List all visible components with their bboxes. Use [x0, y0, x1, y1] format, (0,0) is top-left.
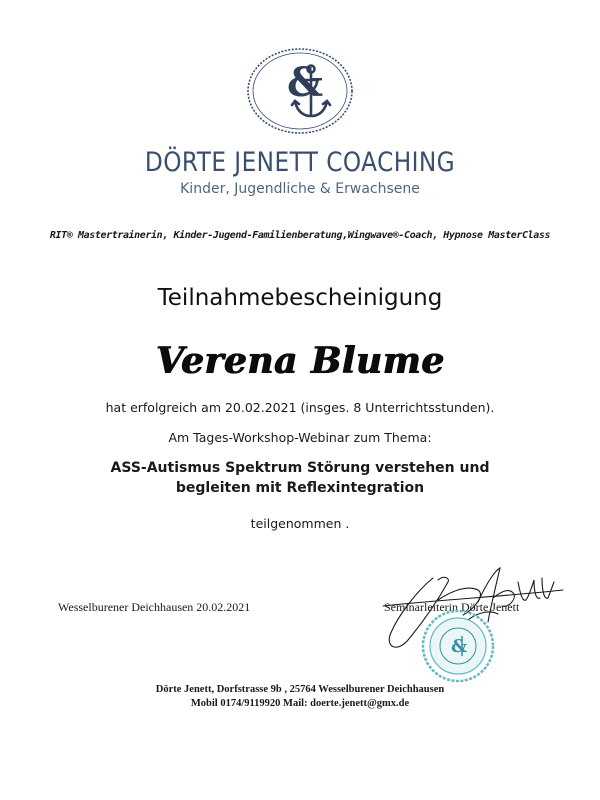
anchor-logo-icon	[235, 46, 365, 136]
workshop-line: Am Tages-Workshop-Webinar zum Thema:	[168, 430, 432, 445]
brand-name: DÖRTE JENETT COACHING	[144, 147, 456, 178]
qualifications-line: RIT® Mastertrainerin, Kinder-Jugend-Familienberatung,Wingwave®-Coach, Hypnose MasterClass	[49, 230, 551, 241]
footer-contact: Mobil 0174/9119920 Mail: doerte.jenett@gmx.de	[190, 698, 410, 709]
svg-text:&: &	[287, 59, 324, 106]
workshop-topic: ASS-Autismus Spektrum Störung verstehen und begleiten mit Reflexintegration	[110, 460, 490, 496]
seminar-lead-label: Seminarleiterin Dörte Jenett	[384, 600, 520, 614]
place-and-date: Wesselburener Deichhausen 20.02.2021	[58, 600, 251, 614]
stamp-icon	[420, 608, 496, 684]
participation-line: teilgenommen .	[250, 516, 350, 531]
svg-text:&: &	[451, 636, 468, 657]
completion-line: hat erfolgreich am 20.02.2021 (insges. 8 Unterrichtsstunden).	[105, 400, 495, 415]
brand-subtitle: Kinder, Jugendliche & Erwachsene	[180, 181, 420, 197]
footer-address: Dörte Jenett, Dorfstrasse 9b , 25764 Wesselburener Deichhausen	[155, 684, 445, 695]
recipient-name: Verena Blume	[155, 340, 445, 382]
certificate-title: Teilnahmebescheinigung	[157, 285, 443, 311]
